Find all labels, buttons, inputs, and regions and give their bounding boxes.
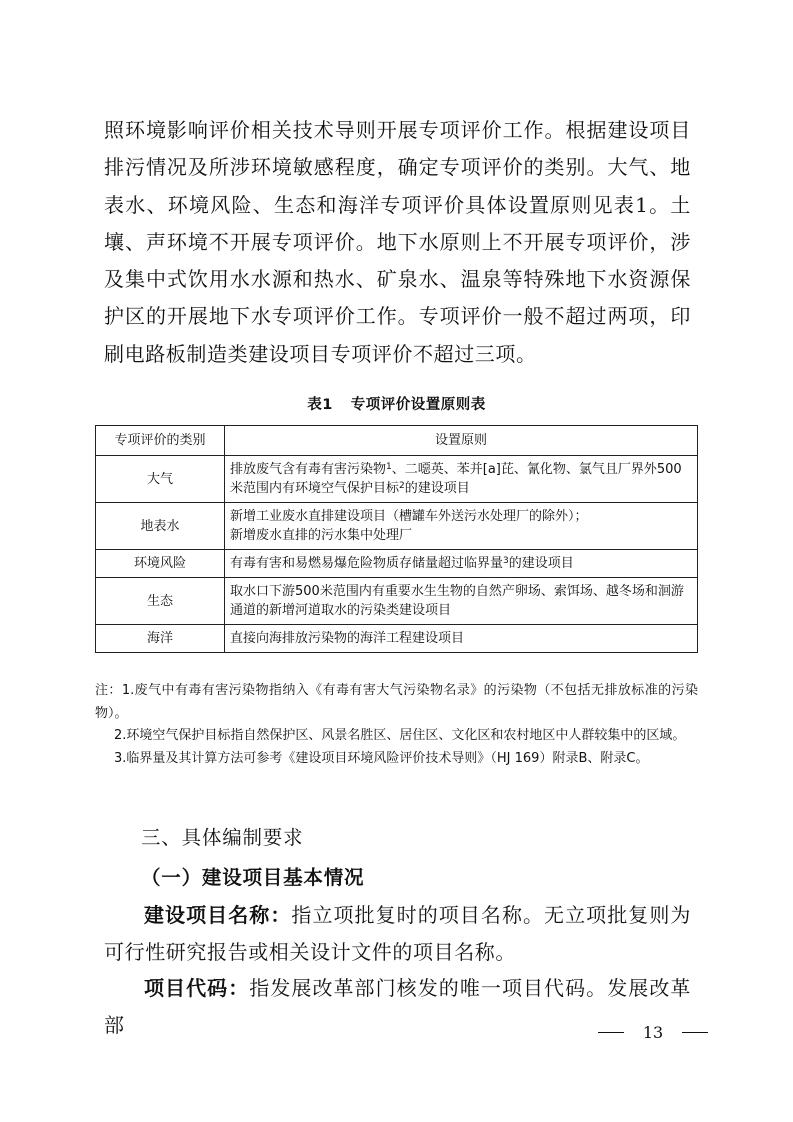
note-item: 注：1.废气中有毒有害污染物指纳入《有毒有害大气污染物名录》的污染物（不包括无排放标准的污染物）。 — [95, 683, 698, 721]
table-row — [96, 456, 698, 503]
row-category: 环境风险 — [96, 550, 225, 578]
definition-project-name — [104, 897, 691, 970]
page-number-dash-left — [598, 1032, 624, 1033]
table-row — [96, 625, 698, 653]
page-number-dash-right — [682, 1032, 708, 1033]
footnote-ref: 2 — [399, 481, 405, 491]
section-heading: 三、具体编制要求 — [141, 826, 304, 849]
table-header-row — [96, 426, 698, 456]
page-number — [598, 1023, 708, 1042]
page-number-value: 13 — [642, 1023, 664, 1042]
definition-text: 指立项批复时的项目名称。无立项批复则为可行性研究报告或相关设计文件的项目名称。 — [104, 903, 691, 964]
definition-term: 建设项目名称： — [144, 903, 292, 927]
table-notes — [95, 680, 698, 770]
footnote-ref: 1 — [386, 462, 392, 472]
row-category: 地表水 — [96, 503, 225, 550]
row-category: 海洋 — [96, 625, 225, 653]
footnote-ref: 3 — [503, 556, 509, 566]
header-principle: 设置原则 — [225, 426, 698, 456]
definition-term: 项目代码： — [144, 976, 250, 1000]
note-item: 2.环境空气保护目标指自然保护区、风景名胜区、居住区、文化区和农村地区中人群较集中的区域。 — [114, 728, 686, 743]
header-category: 专项评价的类别 — [96, 426, 225, 456]
table-row — [96, 503, 698, 550]
row-principle: 直接向海排放污染物的海洋工程建设项目 — [225, 625, 698, 653]
table-row — [96, 550, 698, 578]
row-principle: 有毒有害和易燃易爆危险物质存储量超过临界量$^3$的建设项目 — [225, 550, 698, 578]
special-assessment-table — [95, 425, 698, 653]
table-caption — [0, 393, 793, 414]
note-item: 3.临界量及其计算方法可参考《建设项目环境风险评价技术导则》（HJ 169）附录B、附录C。 — [114, 750, 649, 766]
row-principle: 取水口下游500米范围内有重要水生生物的自然产卵场、索饵场、越冬场和洄游通道的新增河道取水的污染类建设项目 — [225, 578, 698, 625]
row-principle: 排放废气含有毒有害污染物$^1$、二噁英、苯并[a]芘、氰化物、氯气且厂界外500米范围内有环境空气保护目标$^2$的建设项目 — [225, 456, 698, 503]
table-caption-number: 表1 — [307, 397, 333, 413]
body-paragraph: 照环境影响评价相关技术导则开展专项评价工作。根据建设项目排污情况及所涉环境敏感程度，确定专项评价的类别。大气、地表水、环境风险、生态和海洋专项评价具体设置原则见表1。土壤、声环境不开展专项评价。地下水原则上不开展专项评价，涉及集中式饮用水水源和热水、矿泉水、温泉等特殊地下水资源保护区的开展地下水专项评价工作。专项评价一般不超过两项，印刷电路板制造类建设项目专项评价不超过三项。 — [104, 118, 691, 366]
sub-heading: （一）建设项目基本情况 — [141, 866, 365, 889]
row-principle: 新增工业废水直排建设项目（槽罐车外送污水处理厂的除外）； 新增废水直排的污水集中处理厂 — [225, 503, 698, 550]
row-category: 大气 — [96, 456, 225, 503]
table-caption-title: 专项评价设置原则表 — [350, 397, 486, 413]
definition-text: 指发展改革部门核发的唯一项目代码。发展改革部 — [104, 976, 691, 1037]
row-category: 生态 — [96, 578, 225, 625]
table-row — [96, 578, 698, 625]
